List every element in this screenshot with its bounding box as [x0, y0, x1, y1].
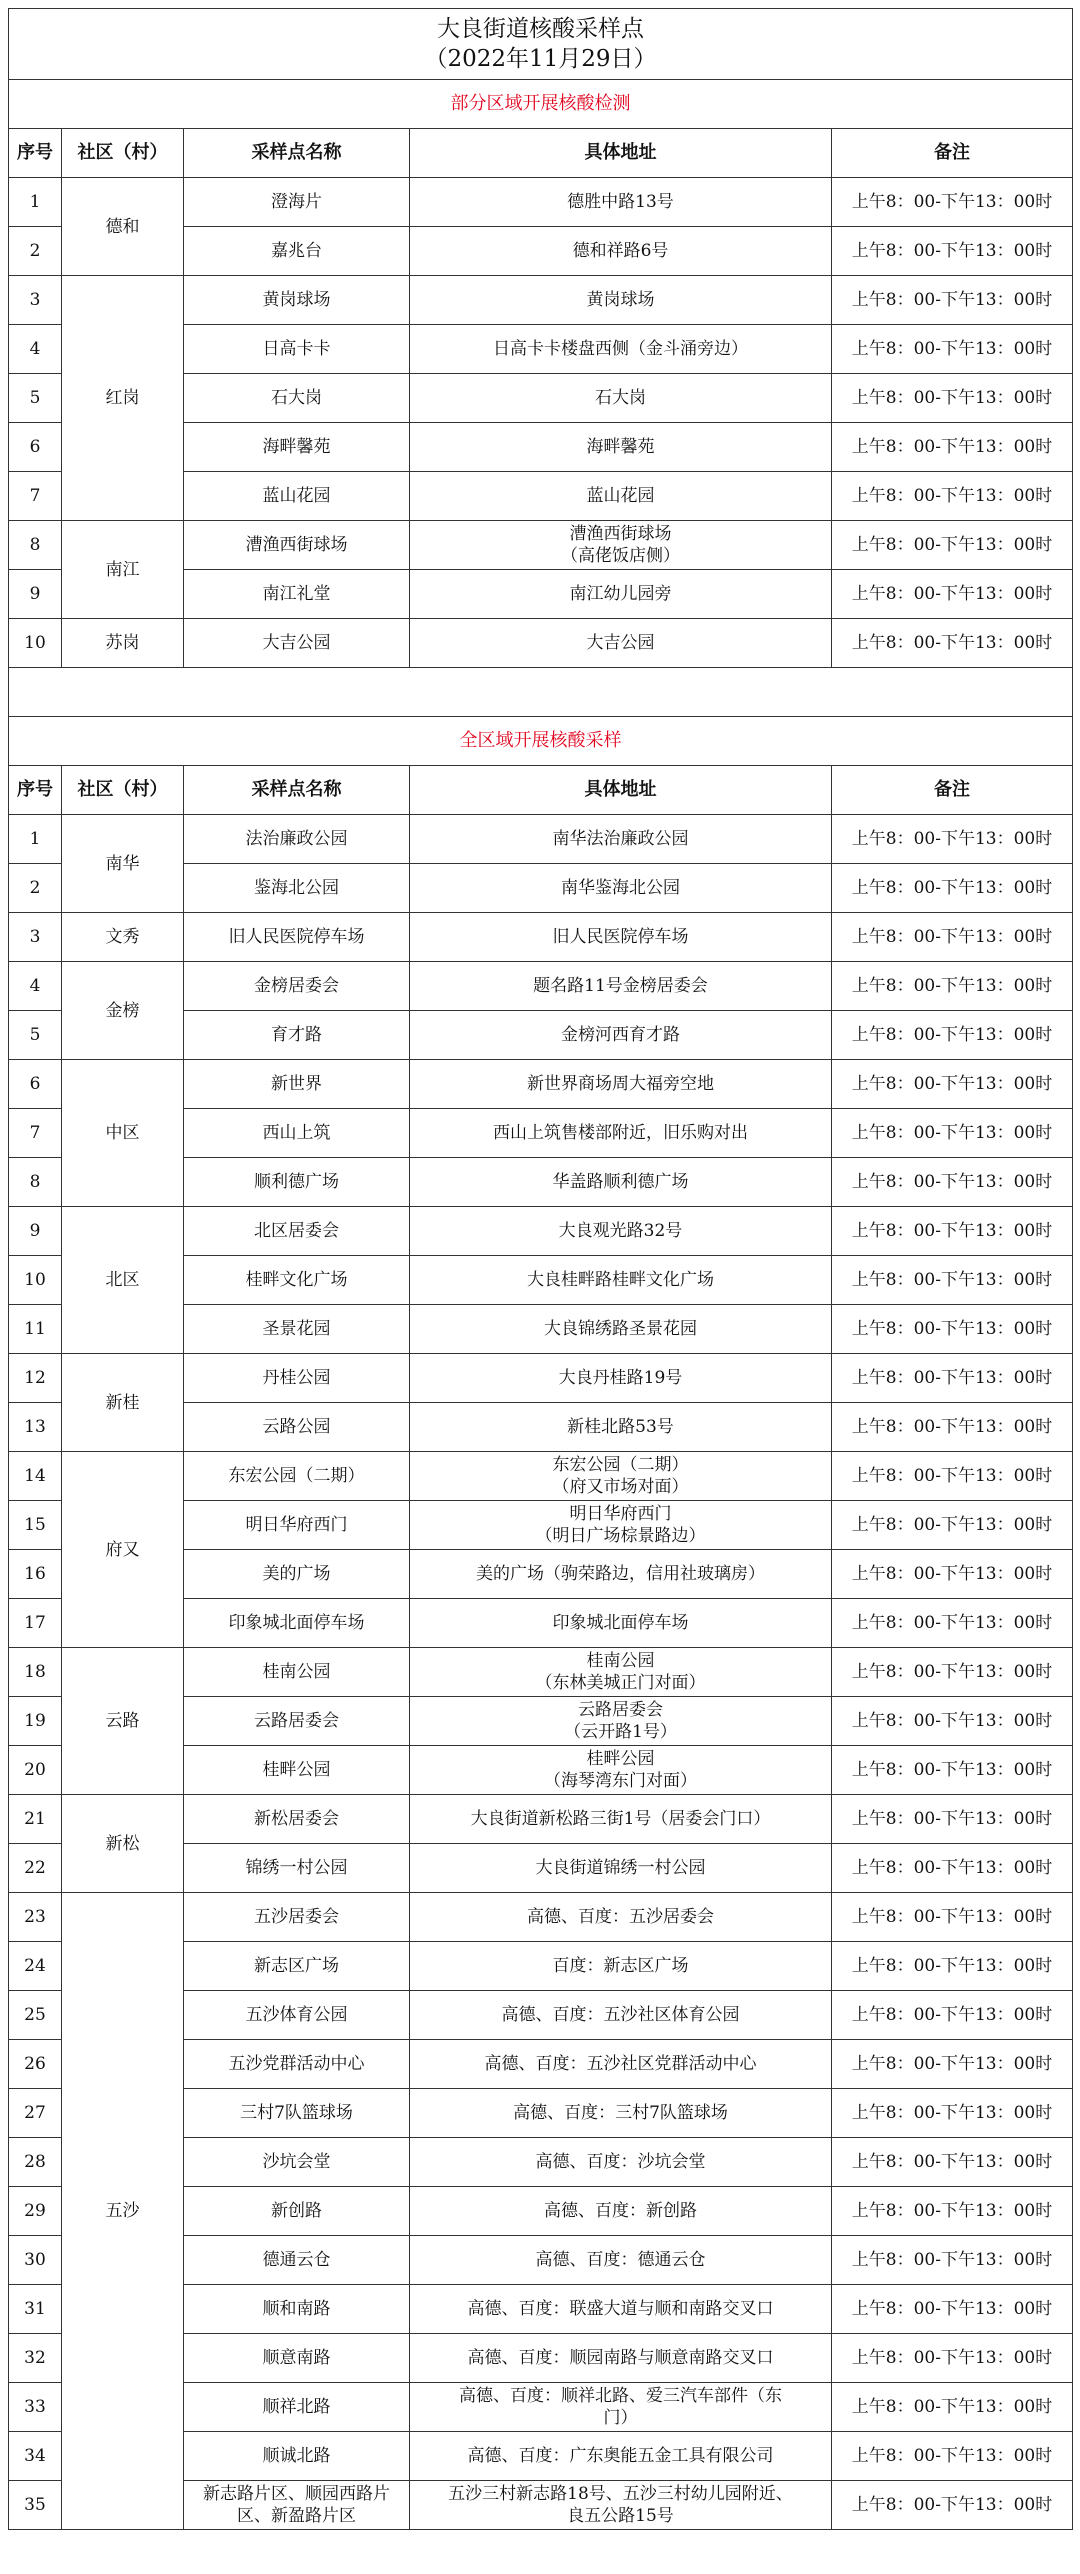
note-cell: 上午8：00-下午13：00时 — [832, 1011, 1073, 1060]
row-number: 22 — [9, 1844, 62, 1893]
site-name-cell: 金榜居委会 — [184, 962, 410, 1011]
row-number: 26 — [9, 2040, 62, 2089]
note-cell: 上午8：00-下午13：00时 — [832, 2285, 1073, 2334]
site-name-cell: 桂畔文化广场 — [184, 1256, 410, 1305]
row-number: 34 — [9, 2432, 62, 2481]
column-header: 采样点名称 — [184, 129, 410, 178]
table-row — [9, 521, 1073, 570]
row-number: 21 — [9, 1795, 62, 1844]
row-number: 28 — [9, 2138, 62, 2187]
address-cell: 南华鉴海北公园 — [410, 864, 832, 913]
table-row — [9, 276, 1073, 325]
site-name-cell: 五沙居委会 — [184, 1893, 410, 1942]
site-name-cell: 黄岗球场 — [184, 276, 410, 325]
address-cell: 高德、百度：沙坑会堂 — [410, 2138, 832, 2187]
note-cell: 上午8：00-下午13：00时 — [832, 1893, 1073, 1942]
site-name-cell: 丹桂公园 — [184, 1354, 410, 1403]
row-number: 9 — [9, 1207, 62, 1256]
note-cell: 上午8：00-下午13：00时 — [832, 1795, 1073, 1844]
note-cell: 上午8：00-下午13：00时 — [832, 1452, 1073, 1501]
address-cell: 金榜河西育才路 — [410, 1011, 832, 1060]
column-header: 社区（村） — [62, 766, 184, 815]
site-name-cell: 旧人民医院停车场 — [184, 913, 410, 962]
site-name-cell: 沙坑会堂 — [184, 2138, 410, 2187]
address-cell: 百度：新志区广场 — [410, 1942, 832, 1991]
table-row — [9, 962, 1073, 1011]
note-cell: 上午8：00-下午13：00时 — [832, 1256, 1073, 1305]
row-number: 1 — [9, 178, 62, 227]
note-cell: 上午8：00-下午13：00时 — [832, 325, 1073, 374]
community-cell: 新桂 — [62, 1354, 184, 1452]
note-cell: 上午8：00-下午13：00时 — [832, 178, 1073, 227]
site-name-cell: 云路公园 — [184, 1403, 410, 1452]
note-cell: 上午8：00-下午13：00时 — [832, 2383, 1073, 2432]
section-heading: 全区域开展核酸采样 — [9, 717, 1073, 766]
site-name-cell: 三村7队篮球场 — [184, 2089, 410, 2138]
table-row — [9, 1893, 1073, 1942]
site-name-cell: 大吉公园 — [184, 619, 410, 668]
row-number: 35 — [9, 2481, 62, 2530]
note-cell: 上午8：00-下午13：00时 — [832, 864, 1073, 913]
document-page — [8, 8, 1072, 2530]
note-cell: 上午8：00-下午13：00时 — [832, 2138, 1073, 2187]
address-cell: 新世界商场周大福旁空地 — [410, 1060, 832, 1109]
community-cell: 苏岗 — [62, 619, 184, 668]
site-name-cell: 育才路 — [184, 1011, 410, 1060]
note-cell: 上午8：00-下午13：00时 — [832, 1403, 1073, 1452]
community-cell: 新松 — [62, 1795, 184, 1893]
row-number: 32 — [9, 2334, 62, 2383]
table-row — [9, 1795, 1073, 1844]
address-cell: 大吉公园 — [410, 619, 832, 668]
address-cell: 高德、百度：五沙居委会 — [410, 1893, 832, 1942]
site-name-cell: 德通云仓 — [184, 2236, 410, 2285]
site-name-cell: 澄海片 — [184, 178, 410, 227]
site-name-cell: 桂南公园 — [184, 1648, 410, 1697]
row-number: 5 — [9, 374, 62, 423]
note-cell: 上午8：00-下午13：00时 — [832, 1158, 1073, 1207]
address-cell: 高德、百度：新创路 — [410, 2187, 832, 2236]
address-cell: 高德、百度：广东奥能五金工具有限公司 — [410, 2432, 832, 2481]
column-header: 序号 — [9, 766, 62, 815]
table-row — [9, 1648, 1073, 1697]
row-number: 15 — [9, 1501, 62, 1550]
note-cell: 上午8：00-下午13：00时 — [832, 2187, 1073, 2236]
community-cell: 南江 — [62, 521, 184, 619]
address-cell: 黄岗球场 — [410, 276, 832, 325]
address-cell: 云路居委会 （云开路1号） — [410, 1697, 832, 1746]
section-spacer — [9, 668, 1073, 717]
site-name-cell: 美的广场 — [184, 1550, 410, 1599]
note-cell: 上午8：00-下午13：00时 — [832, 1942, 1073, 1991]
site-name-cell: 明日华府西门 — [184, 1501, 410, 1550]
site-name-cell: 锦绣一村公园 — [184, 1844, 410, 1893]
site-name-cell: 新松居委会 — [184, 1795, 410, 1844]
community-cell: 府又 — [62, 1452, 184, 1648]
row-number: 8 — [9, 1158, 62, 1207]
note-cell: 上午8：00-下午13：00时 — [832, 1550, 1073, 1599]
row-number: 1 — [9, 815, 62, 864]
community-cell: 金榜 — [62, 962, 184, 1060]
table-row — [9, 1354, 1073, 1403]
row-number: 8 — [9, 521, 62, 570]
column-header: 备注 — [832, 129, 1073, 178]
note-cell: 上午8：00-下午13：00时 — [832, 1354, 1073, 1403]
row-number: 25 — [9, 1991, 62, 2040]
sampling-sites-table — [8, 8, 1073, 2530]
address-cell: 大良锦绣路圣景花园 — [410, 1305, 832, 1354]
address-cell: 印象城北面停车场 — [410, 1599, 832, 1648]
site-name-cell: 嘉兆台 — [184, 227, 410, 276]
row-number: 24 — [9, 1942, 62, 1991]
site-name-cell: 五沙党群活动中心 — [184, 2040, 410, 2089]
address-cell: 新桂北路53号 — [410, 1403, 832, 1452]
site-name-cell: 顺祥北路 — [184, 2383, 410, 2432]
row-number: 4 — [9, 962, 62, 1011]
row-number: 23 — [9, 1893, 62, 1942]
site-name-cell: 五沙体育公园 — [184, 1991, 410, 2040]
note-cell: 上午8：00-下午13：00时 — [832, 1648, 1073, 1697]
note-cell: 上午8：00-下午13：00时 — [832, 1207, 1073, 1256]
note-cell: 上午8：00-下午13：00时 — [832, 1599, 1073, 1648]
address-cell: 桂南公园 （东林美城正门对面） — [410, 1648, 832, 1697]
row-number: 10 — [9, 619, 62, 668]
address-cell: 东宏公园（二期） （府又市场对面） — [410, 1452, 832, 1501]
site-name-cell: 蓝山花园 — [184, 472, 410, 521]
address-cell: 高德、百度：顺园南路与顺意南路交叉口 — [410, 2334, 832, 2383]
row-number: 13 — [9, 1403, 62, 1452]
row-number: 16 — [9, 1550, 62, 1599]
site-name-cell: 海畔馨苑 — [184, 423, 410, 472]
address-cell: 高德、百度：德通云仓 — [410, 2236, 832, 2285]
section-heading: 部分区域开展核酸检测 — [9, 80, 1073, 129]
row-number: 2 — [9, 864, 62, 913]
table-row — [9, 1452, 1073, 1501]
community-cell: 云路 — [62, 1648, 184, 1795]
row-number: 19 — [9, 1697, 62, 1746]
note-cell: 上午8：00-下午13：00时 — [832, 1109, 1073, 1158]
site-name-cell: 西山上筑 — [184, 1109, 410, 1158]
community-cell: 北区 — [62, 1207, 184, 1354]
note-cell: 上午8：00-下午13：00时 — [832, 1697, 1073, 1746]
row-number: 9 — [9, 570, 62, 619]
note-cell: 上午8：00-下午13：00时 — [832, 1844, 1073, 1893]
column-header: 序号 — [9, 129, 62, 178]
community-cell: 德和 — [62, 178, 184, 276]
column-header: 社区（村） — [62, 129, 184, 178]
site-name-cell: 顺意南路 — [184, 2334, 410, 2383]
community-cell: 中区 — [62, 1060, 184, 1207]
note-cell: 上午8：00-下午13：00时 — [832, 570, 1073, 619]
column-header: 具体地址 — [410, 129, 832, 178]
site-name-cell: 新创路 — [184, 2187, 410, 2236]
row-number: 31 — [9, 2285, 62, 2334]
site-name-cell: 新志区广场 — [184, 1942, 410, 1991]
address-cell: 大良街道锦绣一村公园 — [410, 1844, 832, 1893]
site-name-cell: 云路居委会 — [184, 1697, 410, 1746]
address-cell: 高德、百度：三村7队篮球场 — [410, 2089, 832, 2138]
table-row — [9, 1207, 1073, 1256]
site-name-cell: 石大岗 — [184, 374, 410, 423]
site-name-cell: 顺利德广场 — [184, 1158, 410, 1207]
address-cell: 南江幼儿园旁 — [410, 570, 832, 619]
row-number: 10 — [9, 1256, 62, 1305]
note-cell: 上午8：00-下午13：00时 — [832, 472, 1073, 521]
address-cell: 旧人民医院停车场 — [410, 913, 832, 962]
address-cell: 明日华府西门 （明日广场棕景路边） — [410, 1501, 832, 1550]
address-cell: 美的广场（驹荣路边，信用社玻璃房） — [410, 1550, 832, 1599]
address-cell: 西山上筑售楼部附近，旧乐购对出 — [410, 1109, 832, 1158]
row-number: 5 — [9, 1011, 62, 1060]
community-cell: 五沙 — [62, 1893, 184, 2530]
table-row — [9, 619, 1073, 668]
table-row — [9, 1060, 1073, 1109]
site-name-cell: 日高卡卡 — [184, 325, 410, 374]
note-cell: 上午8：00-下午13：00时 — [832, 1746, 1073, 1795]
address-cell: 高德、百度：联盛大道与顺和南路交叉口 — [410, 2285, 832, 2334]
site-name-cell: 漕渔西街球场 — [184, 521, 410, 570]
site-name-cell: 顺诚北路 — [184, 2432, 410, 2481]
address-cell: 漕渔西街球场 （高佬饭店侧） — [410, 521, 832, 570]
address-cell: 石大岗 — [410, 374, 832, 423]
address-cell: 大良观光路32号 — [410, 1207, 832, 1256]
row-number: 6 — [9, 1060, 62, 1109]
row-number: 3 — [9, 913, 62, 962]
site-name-cell: 新志路片区、顺园西路片 区、新盈路片区 — [184, 2481, 410, 2530]
note-cell: 上午8：00-下午13：00时 — [832, 2432, 1073, 2481]
row-number: 6 — [9, 423, 62, 472]
note-cell: 上午8：00-下午13：00时 — [832, 423, 1073, 472]
site-name-cell: 顺和南路 — [184, 2285, 410, 2334]
address-cell: 五沙三村新志路18号、五沙三村幼儿园附近、 良五公路15号 — [410, 2481, 832, 2530]
note-cell: 上午8：00-下午13：00时 — [832, 2481, 1073, 2530]
row-number: 20 — [9, 1746, 62, 1795]
note-cell: 上午8：00-下午13：00时 — [832, 2236, 1073, 2285]
row-number: 4 — [9, 325, 62, 374]
column-header: 具体地址 — [410, 766, 832, 815]
row-number: 7 — [9, 1109, 62, 1158]
address-cell: 大良丹桂路19号 — [410, 1354, 832, 1403]
note-cell: 上午8：00-下午13：00时 — [832, 276, 1073, 325]
note-cell: 上午8：00-下午13：00时 — [832, 2089, 1073, 2138]
table-row — [9, 913, 1073, 962]
site-name-cell: 东宏公园（二期） — [184, 1452, 410, 1501]
table-row — [9, 815, 1073, 864]
address-cell: 高德、百度：五沙社区党群活动中心 — [410, 2040, 832, 2089]
row-number: 33 — [9, 2383, 62, 2432]
row-number: 17 — [9, 1599, 62, 1648]
site-name-cell: 桂畔公园 — [184, 1746, 410, 1795]
note-cell: 上午8：00-下午13：00时 — [832, 1060, 1073, 1109]
address-cell: 高德、百度：顺祥北路、爱三汽车部件（东 门） — [410, 2383, 832, 2432]
row-number: 7 — [9, 472, 62, 521]
site-name-cell: 圣景花园 — [184, 1305, 410, 1354]
table-row — [9, 178, 1073, 227]
note-cell: 上午8：00-下午13：00时 — [832, 913, 1073, 962]
row-number: 12 — [9, 1354, 62, 1403]
row-number: 2 — [9, 227, 62, 276]
note-cell: 上午8：00-下午13：00时 — [832, 1305, 1073, 1354]
title-line-2: （2022年11月29日） — [424, 46, 657, 72]
community-cell: 红岗 — [62, 276, 184, 521]
note-cell: 上午8：00-下午13：00时 — [832, 1501, 1073, 1550]
site-name-cell: 法治廉政公园 — [184, 815, 410, 864]
note-cell: 上午8：00-下午13：00时 — [832, 2334, 1073, 2383]
row-number: 3 — [9, 276, 62, 325]
community-cell: 文秀 — [62, 913, 184, 962]
row-number: 11 — [9, 1305, 62, 1354]
address-cell: 华盖路顺利德广场 — [410, 1158, 832, 1207]
row-number: 27 — [9, 2089, 62, 2138]
address-cell: 日高卡卡楼盘西侧（金斗涌旁边） — [410, 325, 832, 374]
address-cell: 高德、百度：五沙社区体育公园 — [410, 1991, 832, 2040]
site-name-cell: 北区居委会 — [184, 1207, 410, 1256]
address-cell: 德和祥路6号 — [410, 227, 832, 276]
column-header: 采样点名称 — [184, 766, 410, 815]
note-cell: 上午8：00-下午13：00时 — [832, 815, 1073, 864]
note-cell: 上午8：00-下午13：00时 — [832, 521, 1073, 570]
site-name-cell: 南江礼堂 — [184, 570, 410, 619]
row-number: 30 — [9, 2236, 62, 2285]
site-name-cell: 鉴海北公园 — [184, 864, 410, 913]
column-header: 备注 — [832, 766, 1073, 815]
note-cell: 上午8：00-下午13：00时 — [832, 2040, 1073, 2089]
address-cell: 桂畔公园 （海琴湾东门对面） — [410, 1746, 832, 1795]
title-line-1: 大良街道核酸采样点 — [437, 16, 645, 42]
site-name-cell: 新世界 — [184, 1060, 410, 1109]
address-cell: 海畔馨苑 — [410, 423, 832, 472]
row-number: 14 — [9, 1452, 62, 1501]
address-cell: 大良桂畔路桂畔文化广场 — [410, 1256, 832, 1305]
note-cell: 上午8：00-下午13：00时 — [832, 374, 1073, 423]
note-cell: 上午8：00-下午13：00时 — [832, 619, 1073, 668]
note-cell: 上午8：00-下午13：00时 — [832, 1991, 1073, 2040]
address-cell: 大良街道新松路三街1号（居委会门口） — [410, 1795, 832, 1844]
address-cell: 德胜中路13号 — [410, 178, 832, 227]
row-number: 18 — [9, 1648, 62, 1697]
note-cell: 上午8：00-下午13：00时 — [832, 227, 1073, 276]
site-name-cell: 印象城北面停车场 — [184, 1599, 410, 1648]
address-cell: 南华法治廉政公园 — [410, 815, 832, 864]
row-number: 29 — [9, 2187, 62, 2236]
community-cell: 南华 — [62, 815, 184, 913]
address-cell: 蓝山花园 — [410, 472, 832, 521]
address-cell: 题名路11号金榜居委会 — [410, 962, 832, 1011]
document-title — [9, 9, 1073, 80]
note-cell: 上午8：00-下午13：00时 — [832, 962, 1073, 1011]
